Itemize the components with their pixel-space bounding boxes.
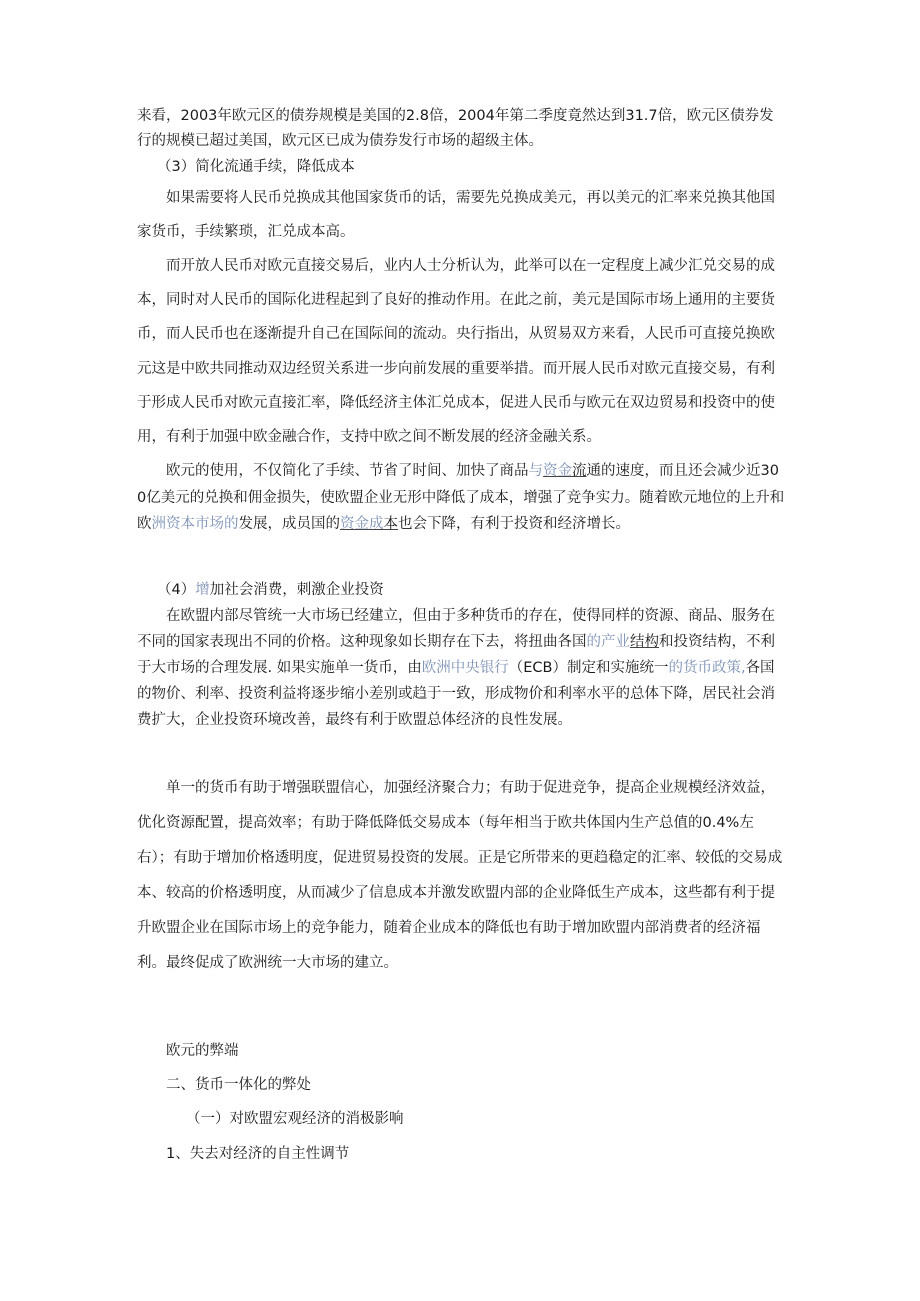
paragraph-text: 在欧盟内部尽管统一大市场已经建立，但由于多种货币的存在，使得同样的资源、商品、服务在不同的国家表现出不同的价格。这种现象如长期存在下去，将扭曲各国 <box>137 608 775 650</box>
paragraph-text: 也会下降，有利于投资和经济增长。 <box>398 516 630 532</box>
paragraph-single-currency-benefits <box>137 771 785 981</box>
heading-simplify-circulation <box>137 155 785 179</box>
paragraph-text: 通的速度，而且还会减少近300亿美元的兑换和佣金损失，使欧盟企业无形中降低了成本，增强了竞争实力。随着欧元地位的上升和欧 <box>137 463 785 532</box>
section-title: （一）对欧盟宏观经济的消极影响 <box>186 1111 404 1127</box>
paragraph-currency-exchange <box>137 181 785 249</box>
underlined-text: 本 <box>383 516 398 532</box>
paragraph-text: 各国的物价、利率、投资利益将逐步缩小差别或趋于一致，形成物价和利率水平的总体下降，居民社会消费扩大，企业投资环境改善，最终有利于欧盟总体经济的良性发展。 <box>137 660 775 728</box>
paragraph-text: 和投资结构，不利于大市场的合理发展. 如果实施单一货币，由 <box>137 634 775 676</box>
paragraph-text: 而开放人民币对欧元直接交易后，业内人士分析认为，此举可以在一定程度上减少汇兑交易的成本，同时对人民币的国际化进程起到了良好的推动作用。在此之前，美元是国际市场上通用的主要货币，而人民币也在逐渐提升自己在国际间的流动。央行指出，从贸易双方来看，人民币可直接兑换欧元这是中欧共同推动双边经贸关系进一步向前发展的重要举措。而开展人民币对欧元直接交易，有利于形成人民币对欧元直接汇率，降低经济主体汇兑成本，促进人民币与欧元在双边贸易和投资中的使用，有利于加强中欧金融合作，支持中欧之间不断发展的经济金融关系。 <box>137 258 775 446</box>
paragraph-euro-usage <box>137 458 785 538</box>
underlined-text: 流 <box>572 463 587 479</box>
paragraph-text: （ECB）制定和实施统一 <box>508 660 669 676</box>
section-euro-drawbacks <box>137 1039 785 1063</box>
section-macro-impact <box>137 1107 785 1131</box>
paragraph-bond-scale <box>137 104 785 154</box>
hyperlink-monetary-policy[interactable]: 的货币政策, <box>668 660 746 676</box>
heading-increase-consumption <box>137 578 785 602</box>
hyperlink-capital-market[interactable]: 洲资本市场的 <box>151 516 239 532</box>
paragraph-rmb-euro-trading <box>137 249 785 454</box>
paragraph-text: 来看，2003年欧元区的债券规模是美国的2.8倍，2004年第二季度竟然达到31.7倍，欧元区债券发行的规模已超过美国，欧元区已成为债券发行市场的超级主体。 <box>137 108 774 149</box>
hyperlink[interactable]: 与 <box>528 463 543 479</box>
paragraph-text: 如果需要将人民币兑换成其他国家货币的话，需要先兑换成美元，再以美元的汇率来兑换其他国家货币，手续繁琐，汇兑成本高。 <box>137 190 775 240</box>
paragraph-single-market <box>137 603 785 733</box>
paragraph-text: 单一的货币有助于增强联盟信心，加强经济聚合力；有助于促进竞争，提高企业规模经济效益，优化资源配置，提高效率；有助于降低降低交易成本（每年相当于欧共体国内生产总值的0.4%左右）；有助于增加价格透明度，促进贸易投资的发展。正是它所带来的更趋稳定的汇率、较低的交易成本、较高的价格透明度，从而减少了信息成本并激发欧盟内部的企业降低生产成本，这些都有利于提升欧盟企业在国际市场上的竞争能力，随着企业成本的降低也有助于增加欧盟内部消费者的经济福利。最终促成了欧洲统一大市场的建立。 <box>137 780 783 971</box>
hyperlink-funds[interactable]: 资金 <box>543 463 572 479</box>
section-lose-autonomy <box>137 1142 785 1166</box>
heading-text: （4） <box>157 582 196 598</box>
underlined-text: 结构 <box>630 634 659 650</box>
section-title: 二、货币一体化的弊处 <box>166 1077 311 1093</box>
heading-text: （3）简化流通手续，降低成本 <box>157 159 355 175</box>
section-title: 欧元的弊端 <box>166 1043 239 1059</box>
hyperlink-industry[interactable]: 的产业 <box>586 634 630 650</box>
heading-text: 加社会消费，刺激企业投资 <box>209 582 384 598</box>
hyperlink-capital-cost[interactable]: 资金成 <box>340 516 384 532</box>
section-integration-drawbacks <box>137 1073 785 1097</box>
hyperlink-ecb[interactable]: 欧洲中央银行 <box>421 660 509 676</box>
section-title: 1、失去对经济的自主性调节 <box>166 1146 350 1162</box>
hyperlink[interactable]: 增 <box>195 582 210 598</box>
paragraph-text: 欧元的使用，不仅简化了手续、节省了时间、加快了商品 <box>166 463 529 479</box>
paragraph-text: 发展，成员国的 <box>238 516 340 532</box>
